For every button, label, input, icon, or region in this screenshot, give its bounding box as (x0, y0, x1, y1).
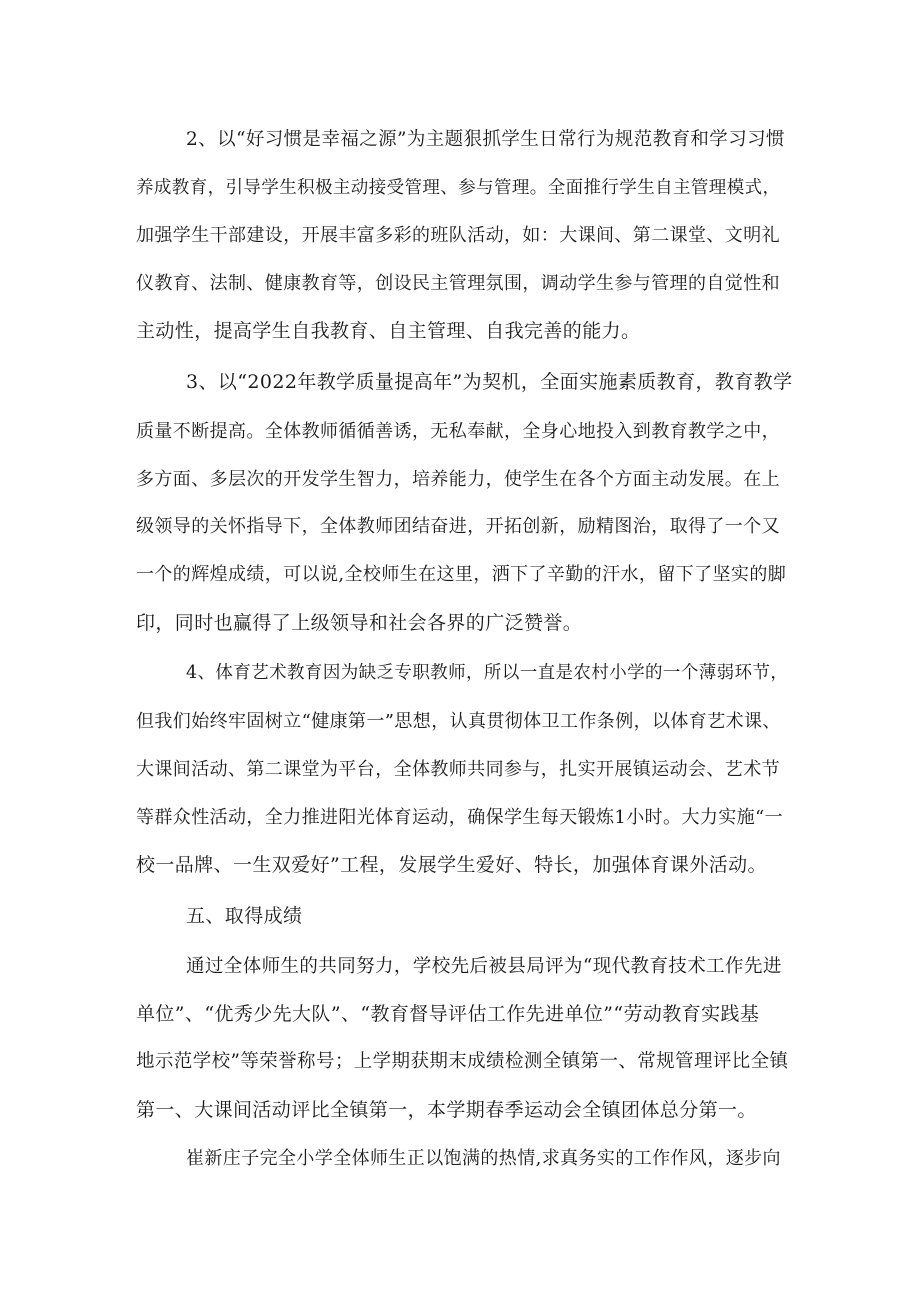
paragraph-3-line-4: 级领导的关怀指导下，全体教师团结奋进，开拓创新，励精图治，取得了一个又 (136, 516, 780, 537)
paragraph-5-line-4: 第一、大课间活动评比全镇第一，本学期春季运动会全镇团体总分第一。 (136, 1099, 757, 1121)
paragraph-3-line-3: 多方面、多层次的开发学生智力，培养能力，使学生在各个方面主动发展。在上 (136, 469, 780, 490)
paragraph-5-line-3: 地示范学校”等荣誉称号；上学期获期末成绩检测全镇第一、常规管理评比全镇 (136, 1051, 789, 1072)
paragraph-6-line-1: 崔新庄子完全小学全体师生正以饱满的热情,求真务实的工作作风，逐步向 (186, 1148, 781, 1169)
paragraph-4-line-4: 等群众性活动，全力推进阳光体育运动，确保学生每天锻炼1小时。大力实施“一 (136, 807, 784, 828)
paragraph-3-line-2: 质量不断提高。全体教师循循善诱，无私奉献，全身心地投入到教育教学之中， (136, 421, 780, 442)
paragraph-4-line-1: 4、体育艺术教育因为缺乏专职教师，所以一直是农村小学的一个薄弱环节， (186, 663, 789, 683)
paragraph-3-line-5: 一个的辉煌成绩，可以说,全校师生在这里，洒下了辛勤的汗水，留下了坚实的脚 (136, 564, 787, 585)
paragraph-4-line-3: 大课间活动、第二课堂为平台，全体教师共同参与，扎实开展镇运动会、艺术节 (136, 759, 780, 780)
section-heading: 五、取得成绩 (186, 905, 303, 927)
paragraph-5-line-1: 通过全体师生的共同努力，学校先后被县局评为“现代教育技术工作先进 (186, 956, 782, 977)
paragraph-3-line-1: 3、以“2022年教学质量提高年”为契机，全面实施素质教育，教育教学 (186, 371, 793, 393)
paragraph-5-line-2: 单位”、“优秀少先大队”、“教育督导评估工作先进单位”“劳动教育实践基 (136, 1003, 760, 1025)
paragraph-2-line-3: 加强学生干部建设，开展丰富多彩的班队活动，如：大课间、第二课堂、文明礼 (136, 225, 780, 246)
paragraph-2-line-2: 养成教育，引导学生积极主动接受管理、参与管理。全面推行学生自主管理模式， (136, 178, 781, 198)
paragraph-2-line-5: 主动性，提高学生自我教育、自主管理、自我完善的能力。 (136, 320, 641, 342)
paragraph-3-line-6: 印，同时也赢得了上级领导和社会各界的广泛赞誉。 (136, 612, 583, 634)
paragraph-2-line-4: 仪教育、法制、健康教育等，创设民主管理氛围，调动学生参与管理的自觉性和 (136, 273, 780, 294)
paragraph-2-line-1: 2、以“好习惯是幸福之源”为主题狠抓学生日常行为规范教育和学习习惯 (186, 129, 785, 150)
paragraph-4-line-2: 但我们始终牢固树立“健康第一”思想，认真贯彻体卫工作条例，以体育艺术课、 (136, 711, 781, 732)
paragraph-4-line-5: 校一品牌、一生双爱好”工程，发展学生爱好、特长，加强体育课外活动。 (136, 854, 767, 876)
